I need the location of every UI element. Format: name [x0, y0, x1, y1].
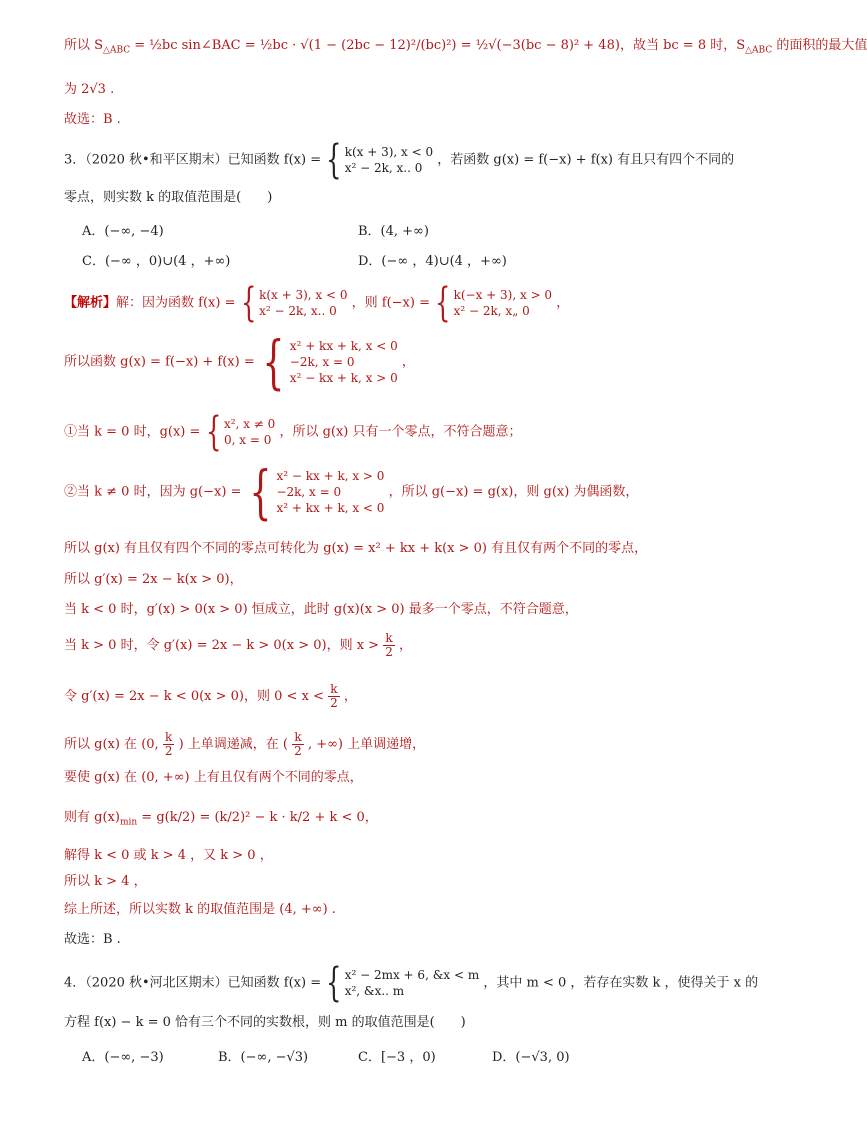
solution-line-area: 所以 $S_{\triangle ABC}$ = ½bc sin∠BAC = ½bc · √(1 − (2bc − 12)²/(bc)²) = ½√(−3(bc − 8)² + 48)，故当 bc = 8 时，$S_{\triangle ABC}$ 的面积的最大值 [64, 38, 867, 56]
sol-line-13: 解得 k < 0 或 k > 4 ，又 k > 0 ， [64, 848, 273, 863]
sol-line-11: 要使 g(x) 在 (0, +∞) 上有且仅有两个不同的零点， [64, 770, 363, 785]
answer-line: 故选：B . [64, 112, 121, 127]
sol-line-15: 综上所述，所以实数 k 的取值范围是 (4, +∞) . [64, 902, 336, 917]
sol-line-12: 则有 $g(x)_{min} = g(k/2) = (k/2)^2 - k \cdot k/2 + k < 0$， [64, 810, 378, 828]
sol-line-9: 令 g′(x) = 2x − k < 0(x > 0)，则 0 < x < $\frac{k}{2}$ ， [64, 682, 357, 711]
q3-stem: 3．（2020 秋•和平区期末）已知函数 f(x) = { k(x + 3), x < 0 x² − 2k, x.. 0 ，若函数 g(x) = f(−x) + f(x) 有且只有四个不同的 [64, 137, 735, 183]
fraction: $\frac{k}{2}$ [164, 730, 173, 759]
sol-line-8: 当 k > 0 时，令 g′(x) = 2x − k > 0(x > 0)，则 x > $\frac{k}{2}$ ， [64, 631, 413, 660]
sol-line-3: ①当 k = 0 时，g(x) = { x², x ≠ 0 0, x = 0 ，所以 g(x) 只有一个零点，不符合题意； [64, 409, 522, 455]
q4-option-d: D．(−√3, 0) [492, 1050, 570, 1065]
sol-line-5: 所以 g(x) 有且仅有四个不同的零点可转化为 g(x) = x² + kx + k(x > 0) 有且仅有两个不同的零点， [64, 541, 648, 556]
analysis-tag: 【解析】 [64, 295, 117, 311]
sol-line-2: 所以函数 g(x) = f(−x) + f(x) = { x² + kx + k, x < 0 −2k, x = 0 x² − kx + k, x > 0 ， [64, 328, 415, 396]
fraction: $\frac{k}{2}$ [385, 631, 393, 660]
q4-option-a: A．(−∞, −3) [82, 1050, 164, 1065]
piecewise-brace: { x² − 2mx + 6, &x < m x², &x.. m [326, 960, 480, 1006]
q3-option-d: D．(−∞ ，4)∪(4 ，+∞) [358, 254, 507, 269]
q4-option-b: B．(−∞, −√3) [218, 1050, 309, 1065]
fraction: $\frac{k}{2}$ [294, 730, 302, 759]
q3-option-c: C．(−∞ ，0)∪(4 ，+∞) [82, 254, 231, 269]
q3-stem-cont: 零点，则实数 k 的取值范围是( ) [64, 190, 273, 205]
fraction: $\frac{k}{2}$ [330, 682, 338, 711]
q4-stem-cont: 方程 f(x) − k = 0 恰有三个不同的实数根，则 m 的取值范围是( ) [64, 1015, 466, 1030]
piecewise-brace: { k(x + 3), x < 0 x² − 2k, x.. 0 [326, 137, 434, 183]
sol-line-6: 所以 g′(x) = 2x − k(x > 0)， [64, 572, 243, 587]
q3-option-a: A．(−∞, −4) [82, 224, 164, 239]
solution-line-max: 为 2√3 . [64, 82, 115, 97]
q3-answer: 故选：B . [64, 932, 121, 947]
q4-option-c: C．[−3 ，0) [358, 1050, 436, 1065]
sol-line-10: 所以 g(x) 在 (0, $\frac{k}{2}$ ) 上单调递减，在 ( $\frac{k}{2}$ , +∞) 上单调递增， [64, 730, 426, 759]
sol-line-4: ②当 k ≠ 0 时，因为 g(−x) = { x² − kx + k, x > 0 −2k, x = 0 x² + kx + k, x < 0 ，所以 g(−x) = g(x)，则 g(x) 为偶函数， [64, 458, 639, 526]
sol-line-1: 【解析】解：因为函数 f(x) = { k(x + 3), x < 0 x² − 2k, x.. 0 ，则 f(−x) = { k(−x + 3), x > 0 x² − 2k, x„ 0 ， [64, 280, 570, 326]
q4-stem: 4．（2020 秋•河北区期末）已知函数 f(x) = { x² − 2mx + 6, &x < m x², &x.. m ，其中 m < 0 ，若存在实数 k ，使得关于 x 的 [64, 960, 759, 1006]
sol-line-7: 当 k < 0 时，g′(x) > 0(x > 0) 恒成立，此时 g(x)(x > 0) 最多一个零点，不符合题意， [64, 602, 578, 617]
sol-line-14: 所以 k > 4 ， [64, 874, 147, 889]
q3-option-b: B．(4, +∞) [358, 224, 429, 239]
